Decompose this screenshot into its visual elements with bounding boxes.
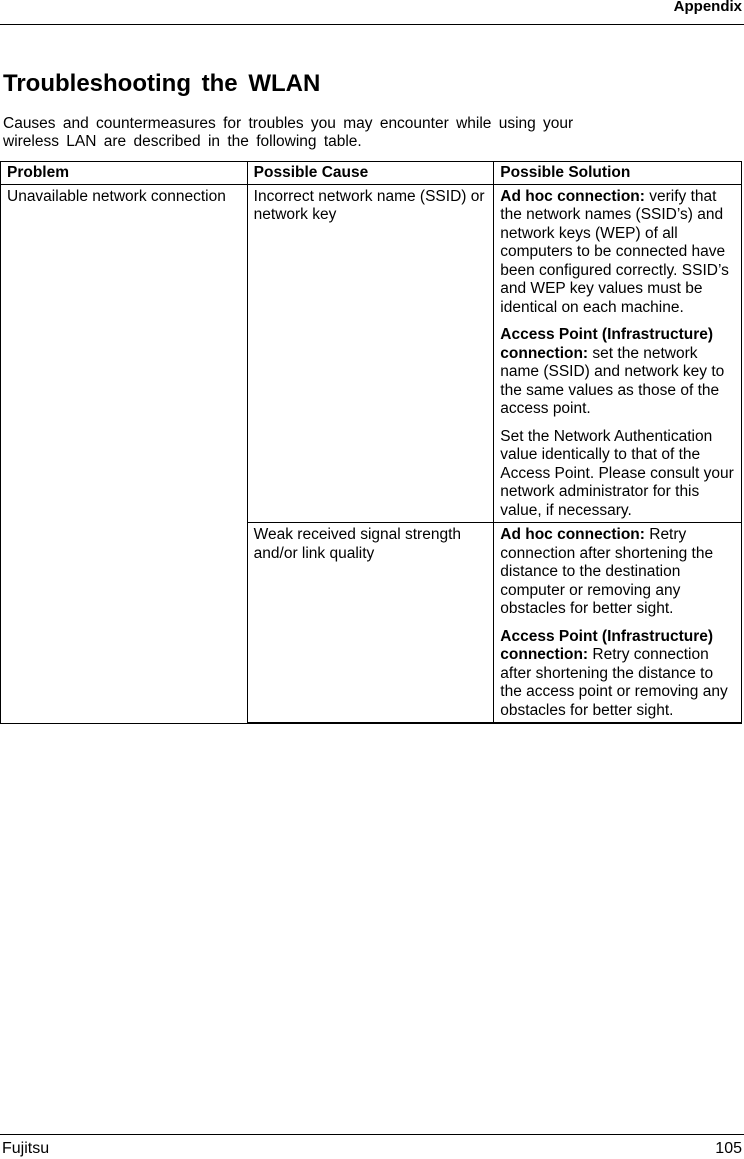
solution-paragraph xyxy=(500,526,735,619)
column-header-solution: Possible Solution xyxy=(494,162,742,185)
running-header-title: Appendix xyxy=(673,0,742,15)
troubleshooting-table xyxy=(0,161,742,724)
column-header-problem: Problem xyxy=(1,162,248,185)
column-header-cause: Possible Cause xyxy=(247,162,494,185)
solution-paragraph xyxy=(500,188,735,318)
solution-lead: Access Point (Infrastructure) connection: xyxy=(500,326,714,362)
solution-lead: Ad hoc connection: xyxy=(500,526,645,543)
page-title: Troubleshooting the WLAN xyxy=(3,70,321,97)
footer-divider xyxy=(0,1134,744,1135)
solution-cell xyxy=(494,184,742,523)
table-row xyxy=(1,184,742,523)
solution-paragraph xyxy=(500,628,735,721)
solution-lead: Access Point (Infrastructure) connection: xyxy=(500,627,714,663)
page-number: 105 xyxy=(715,1140,742,1157)
cause-cell: Incorrect network name (SSID) or network key xyxy=(247,184,494,523)
solution-paragraph xyxy=(500,326,735,419)
cause-cell: Weak received signal strength and/or link quality xyxy=(247,523,494,724)
solution-paragraph xyxy=(500,428,735,521)
solution-lead: Ad hoc connection: xyxy=(500,187,645,205)
table-header-row xyxy=(1,162,742,185)
solution-text: verify that the network names (SSID’s) and network keys (WEP) of all computers to be connected have been configured correctly. SSID’s and WEP key values must be identical on each machine. xyxy=(500,187,729,316)
solution-text: Set the Network Authentication value identically to that of the Access Point. Please consult your network administrator for this value, if necessary. xyxy=(500,427,734,519)
solution-text: Retry connection after shortening the distance to the destination computer or removing any obstacles for better sight. xyxy=(500,526,714,617)
footer-brand: Fujitsu xyxy=(2,1140,50,1157)
header-divider xyxy=(0,24,744,25)
solution-text: Retry connection after shortening the distance to the access point or removing any obstacles for better sight. xyxy=(500,646,728,719)
intro-paragraph: Causes and countermeasures for troubles you may encounter while using your wireless LAN are described in the following table. xyxy=(3,115,574,150)
solution-text: set the network name (SSID) and network key to the same values as those of the access point. xyxy=(500,344,725,417)
problem-cell: Unavailable network connection xyxy=(1,184,248,723)
solution-cell xyxy=(494,523,742,724)
